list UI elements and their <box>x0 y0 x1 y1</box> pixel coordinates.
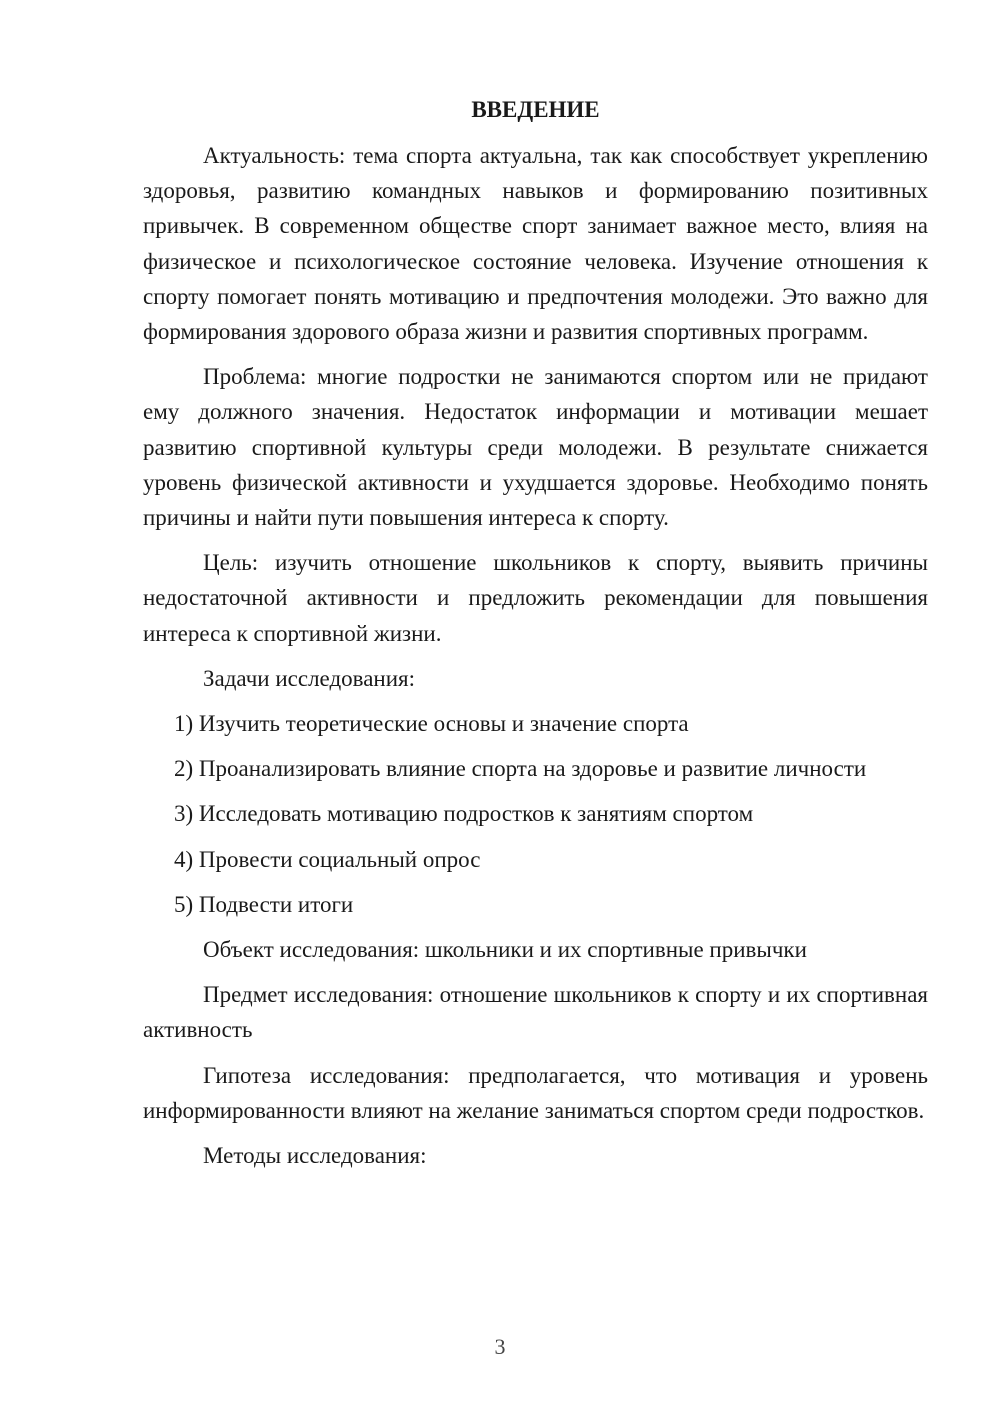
subject-paragraph: Предмет исследования: отношение школьников к спорту и их спортивная активность <box>143 982 928 1043</box>
goal-paragraph: Цель: изучить отношение школьников к спорту, выявить причины недостаточной активности и предложить рекомендации для повышения интереса к спортивной жизни. <box>143 550 928 646</box>
problem-paragraph: Проблема: многие подростки не занимаются спортом или не придают ему должного значения. Недостаток информации и мотивации мешает развитию спортивной культуры среди молодежи. В результате снижается уровень физической активности и ухудшается здоровье. Необходимо понять причины и найти пути повышения интереса к спорту. <box>143 364 928 531</box>
task-item-1: 1) Изучить теоретические основы и значение спорта <box>174 711 689 737</box>
section-heading: ВВЕДЕНИЕ <box>471 97 600 122</box>
tasks-title: Задачи исследования: <box>203 665 416 691</box>
relevance-paragraph: Актуальность: тема спорта актуальна, так как способствует укреплению здоровья, развитию командных навыков и формированию позитивных привычек. В современном обществе спорт занимает важное место, влияя на физическое и психологическое состояние человека. Изучение отношения к спорту помогает понять мотивацию и предпочтения молодежи. Это важно для формирования здорового образа жизни и развития спортивных программ. <box>143 143 928 345</box>
object-line: Объект исследования: школьники и их спортивные привычки <box>203 937 807 963</box>
document-page <box>143 96 928 1183</box>
task-item-4: 4) Провести социальный опрос <box>174 846 481 872</box>
task-item-2: 2) Проанализировать влияние спорта на здоровье и развитие личности <box>174 756 867 782</box>
task-item-3: 3) Исследовать мотивацию подростков к занятиям спортом <box>174 801 754 827</box>
page-number: 3 <box>494 1334 506 1359</box>
methods-title: Методы исследования: <box>203 1143 427 1169</box>
task-item-5: 5) Подвести итоги <box>174 891 354 917</box>
hypothesis-paragraph: Гипотеза исследования: предполагается, что мотивация и уровень информированности влияют на желание заниматься спортом среди подростков. <box>143 1062 928 1123</box>
